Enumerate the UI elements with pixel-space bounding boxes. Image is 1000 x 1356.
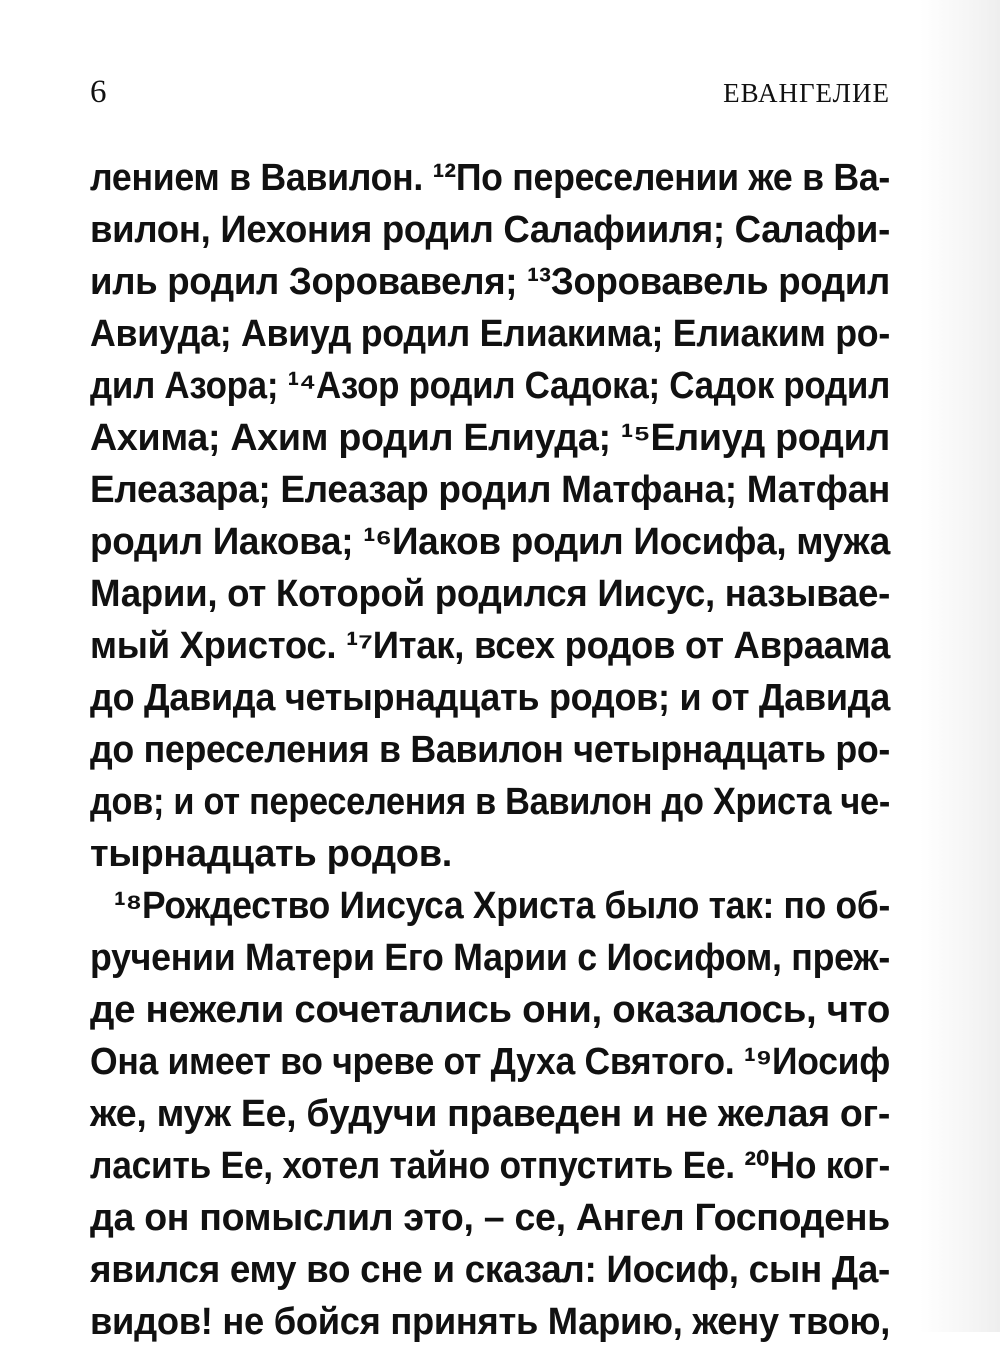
text-line: ручении Матери Его Марии с Иосифом, преж- xyxy=(90,937,890,979)
text-line: родил Иакова; ¹⁶Иаков родил Иосифа, мужа xyxy=(90,521,891,563)
text-line: мый Христос. ¹⁷Итак, всех родов от Авраама xyxy=(90,625,890,667)
text-line: тырнадцать родов. xyxy=(90,833,453,875)
text-line: да он помыслил это, – се, Ангел Господень xyxy=(90,1197,890,1239)
text-line: ласить Ее, хотел тайно отпустить Ее. ²⁰Но ког- xyxy=(90,1145,891,1187)
text-line: до переселения в Вавилон четырнадцать ро- xyxy=(90,729,891,771)
text-line: Марии, от Которой родился Иисус, называе- xyxy=(90,573,891,615)
running-title: ЕВАНГЕЛИЕ xyxy=(723,78,890,108)
text-line: Елеазара; Елеазар родил Матфана; Матфан xyxy=(90,469,890,511)
text-line: же, муж Ее, будучи праведен и не желая ог- xyxy=(90,1093,891,1135)
text-line: видов! не бойся принять Марию, жену твою, xyxy=(90,1301,891,1343)
text-line: до Давида четырнадцать родов; и от Давида xyxy=(90,677,891,719)
text-line: де нежели сочетались они, оказалось, что xyxy=(90,989,891,1031)
gospel-text xyxy=(90,152,890,1348)
text-line: Авиуда; Авиуд родил Елиакима; Елиаким ро- xyxy=(90,313,891,355)
page-header xyxy=(90,72,890,112)
text-line: ¹⁸Рождество Иисуса Христа было так: по об- xyxy=(114,885,890,927)
page-edge-shadow xyxy=(920,0,1000,1332)
text-line: дов; и от переселения в Вавилон до Христа че- xyxy=(90,781,891,823)
text-line: лением в Вавилон. ¹²По переселении же в Ва- xyxy=(90,157,890,199)
page-number: 6 xyxy=(90,74,107,110)
text-line: Она имеет во чреве от Духа Святого. ¹⁹Иосиф xyxy=(90,1041,890,1083)
text-line: явился ему во сне и сказал: Иосиф, сын Да- xyxy=(90,1249,891,1291)
text-line: дил Азора; ¹⁴Азор родил Садока; Садок родил xyxy=(90,365,890,407)
text-line: иль родил Зоровавеля; ¹³Зоровавель родил xyxy=(90,261,890,303)
text-line: Ахима; Ахим родил Елиуда; ¹⁵Елиуд родил xyxy=(90,417,891,459)
text-line: вилон, Иехония родил Салафииля; Салафи- xyxy=(90,209,890,251)
